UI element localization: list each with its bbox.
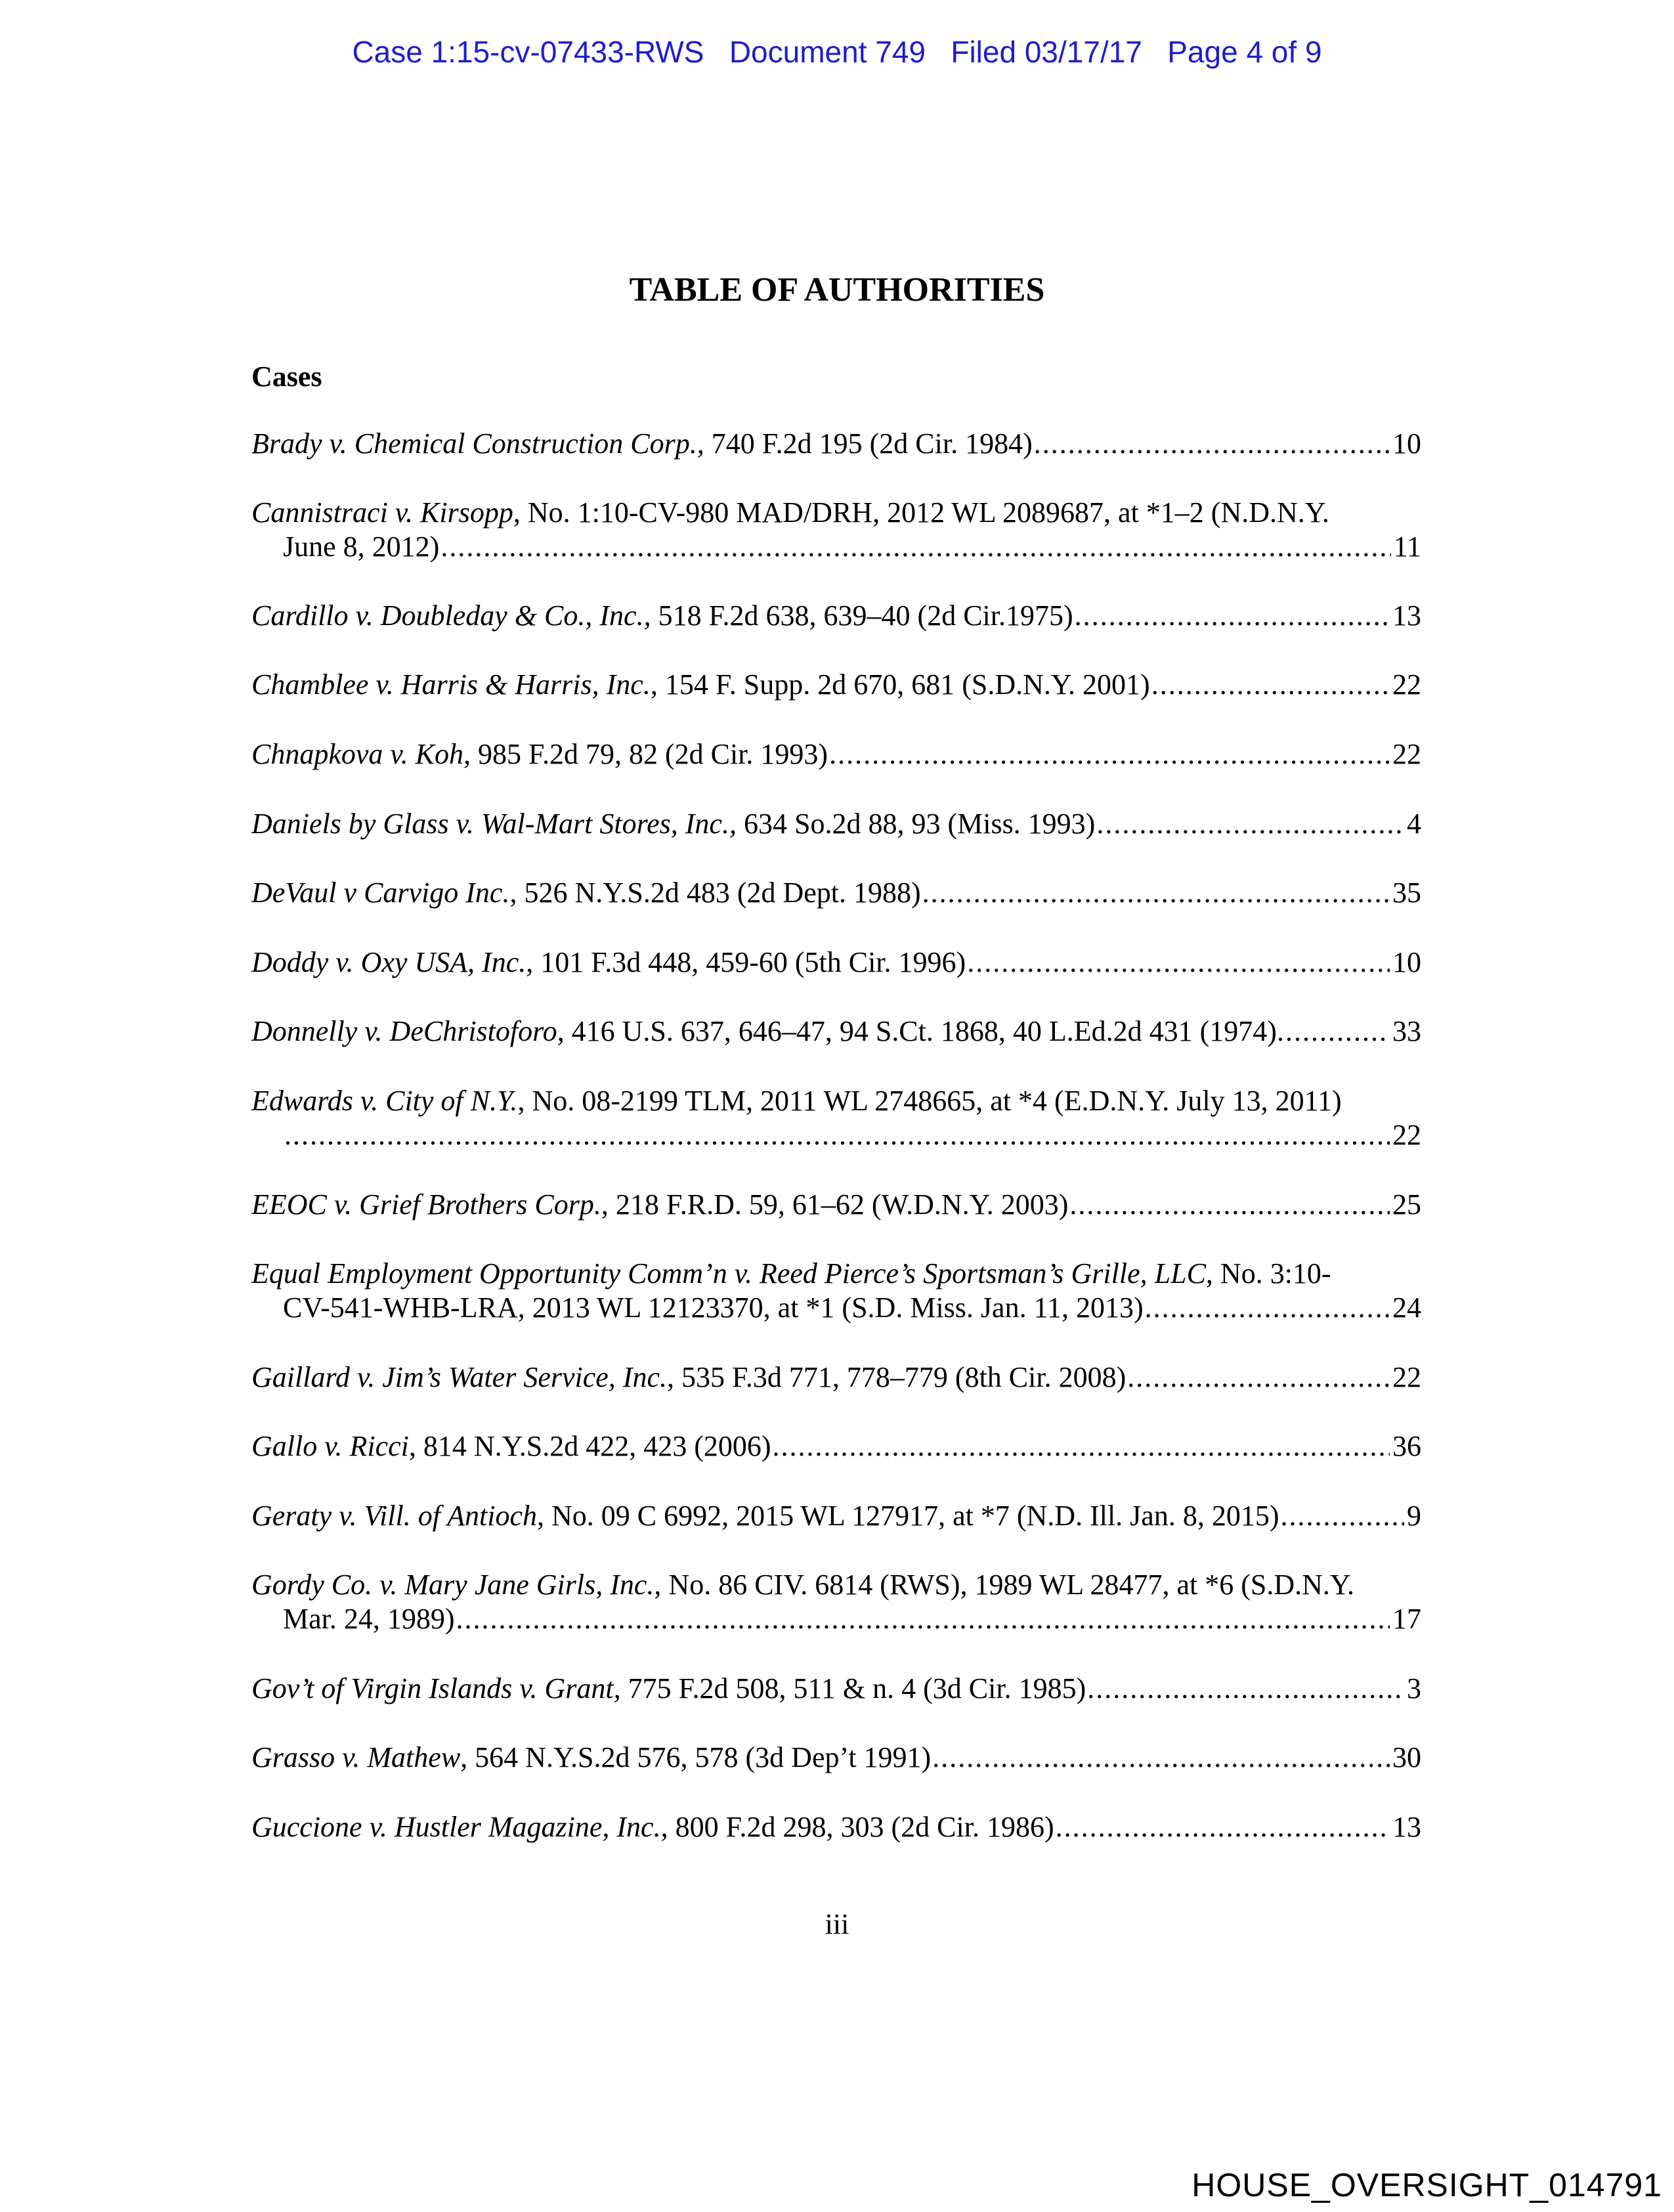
toc-entry-line bbox=[251, 807, 1421, 841]
case-name: Brady v. Chemical Construction Corp., bbox=[251, 427, 704, 460]
page-ref: 25 bbox=[1392, 1188, 1421, 1221]
page-ref: 33 bbox=[1392, 1015, 1421, 1047]
citation: , 526 N.Y.S.2d 483 (2d Dept. 1988) bbox=[509, 877, 921, 909]
page-ref: 9 bbox=[1407, 1500, 1421, 1532]
page-ref: 22 bbox=[1392, 668, 1421, 701]
toc-entry-line bbox=[251, 945, 1421, 980]
citation-continuation: Mar. 24, 1989) bbox=[283, 1603, 455, 1635]
toc-entry bbox=[251, 1014, 1421, 1049]
toc-entry-text bbox=[251, 737, 828, 771]
toc-entry-text bbox=[251, 1429, 771, 1464]
citation: , No. 86 CIV. 6814 (RWS), 1989 WL 28477, at *6 (S.D.N.Y. bbox=[654, 1569, 1355, 1601]
dot-leader bbox=[829, 737, 1390, 771]
page-ref: 30 bbox=[1392, 1741, 1421, 1773]
page-title: TABLE OF AUTHORITIES bbox=[629, 271, 1045, 309]
toc-entry-line bbox=[251, 1499, 1421, 1533]
case-name: Gov’t of Virgin Islands v. Grant, bbox=[251, 1672, 621, 1704]
toc-entry-line bbox=[251, 530, 1421, 564]
toc-entry-text bbox=[251, 807, 1095, 841]
toc-entry-text bbox=[251, 1672, 1086, 1706]
toc-entry bbox=[251, 496, 1421, 564]
toc-entry-text bbox=[251, 876, 921, 910]
page-ref: 22 bbox=[1392, 1361, 1421, 1393]
page-ref: 36 bbox=[1392, 1430, 1421, 1462]
toc-entry bbox=[251, 427, 1421, 461]
page-ref: 22 bbox=[1392, 1119, 1421, 1151]
citation: , No. 1:10-CV-980 MAD/DRH, 2012 WL 2089687, at *1–2 (N.D.N.Y. bbox=[513, 496, 1329, 529]
toc-entry bbox=[251, 1568, 1421, 1636]
toc-entry bbox=[251, 1084, 1421, 1152]
page-ref: 13 bbox=[1392, 599, 1421, 632]
toc-entry bbox=[251, 1741, 1421, 1775]
citation: , 218 F.R.D. 59, 61–62 (W.D.N.Y. 2003) bbox=[601, 1188, 1069, 1221]
toc-entry bbox=[251, 1188, 1421, 1222]
toc-entry-line bbox=[251, 1672, 1421, 1706]
toc-entry-line bbox=[251, 668, 1421, 702]
case-name: DeVaul v Carvigo Inc. bbox=[251, 877, 510, 909]
citation: , 101 F.3d 448, 459-60 (5th Cir. 1996) bbox=[526, 946, 966, 978]
toc-entry-line bbox=[251, 1291, 1421, 1325]
toc-entry bbox=[251, 1810, 1421, 1844]
page-ref: 11 bbox=[1393, 531, 1421, 563]
toc-entry bbox=[251, 1360, 1421, 1395]
case-name: Cardillo v. Doubleday & Co., Inc., bbox=[251, 599, 651, 632]
toc-entry-line bbox=[251, 1568, 1421, 1602]
toc-entry-text bbox=[251, 1568, 1354, 1602]
dot-leader bbox=[440, 530, 1390, 564]
page-ref: 24 bbox=[1392, 1291, 1421, 1324]
dot-leader bbox=[1145, 1291, 1390, 1325]
toc-entry bbox=[251, 1672, 1421, 1706]
toc-entry bbox=[251, 945, 1421, 980]
toc-entry-line bbox=[251, 1118, 1421, 1152]
toc-entry-text bbox=[251, 668, 1150, 702]
toc-entry-text bbox=[251, 1499, 1279, 1533]
case-name: Grasso v. Mathew bbox=[251, 1741, 461, 1773]
dot-leader bbox=[1127, 1360, 1390, 1395]
case-name: EEOC v. Grief Brothers Corp. bbox=[251, 1188, 601, 1221]
toc-entry-line bbox=[251, 1084, 1421, 1118]
citation: , No. 3:10- bbox=[1205, 1257, 1331, 1290]
dot-leader bbox=[1280, 1499, 1404, 1533]
citation: 416 U.S. 637, 646–47, 94 S.Ct. 1868, 40 L.Ed.2d 431 (1974). bbox=[564, 1015, 1284, 1047]
citation: 775 F.2d 508, 511 & n. 4 (3d Cir. 1985) bbox=[620, 1672, 1086, 1704]
citation: , No. 08-2199 TLM, 2011 WL 2748665, at *4 (E.D.N.Y. July 13, 2011) bbox=[517, 1085, 1342, 1117]
toc-entry-text bbox=[251, 599, 1073, 633]
toc-entry-text bbox=[251, 1257, 1331, 1291]
case-name: Gallo v. Ricci bbox=[251, 1430, 409, 1462]
toc-entry-line bbox=[251, 599, 1421, 633]
dot-leader bbox=[932, 1741, 1390, 1775]
toc-entry-line bbox=[251, 876, 1421, 910]
citation: , 814 N.Y.S.2d 422, 423 (2006) bbox=[408, 1430, 771, 1462]
dot-leader bbox=[773, 1429, 1390, 1464]
toc-entry bbox=[251, 737, 1421, 771]
toc-entry bbox=[251, 668, 1421, 702]
page-ref: 22 bbox=[1392, 738, 1421, 770]
dot-leader bbox=[1285, 1014, 1390, 1049]
toc-entry bbox=[251, 1429, 1421, 1464]
citation: , 154 F. Supp. 2d 670, 681 (S.D.N.Y. 2001) bbox=[650, 668, 1150, 701]
case-name: Daniels by Glass v. Wal-Mart Stores, Inc., bbox=[251, 808, 737, 840]
case-name: Doddy v. Oxy USA, Inc. bbox=[251, 946, 526, 978]
toc-entry-text bbox=[251, 496, 1329, 530]
case-name: Equal Employment Opportunity Comm’n v. Reed Pierce’s Sportsman’s Grille, LLC bbox=[251, 1257, 1206, 1290]
case-header: Case 1:15-cv-07433-RWS Document 749 Filed 03/17/17 Page 4 of 9 bbox=[352, 35, 1322, 69]
toc-entry-text bbox=[251, 1014, 1284, 1049]
toc-entry-line bbox=[251, 427, 1421, 461]
dot-leader bbox=[1151, 668, 1390, 702]
case-name: Gaillard v. Jim’s Water Service, Inc. bbox=[251, 1361, 667, 1393]
dot-leader bbox=[922, 876, 1390, 910]
dot-leader bbox=[1069, 1188, 1390, 1222]
page-ref: 4 bbox=[1407, 808, 1421, 840]
page-ref: 10 bbox=[1392, 946, 1421, 978]
case-name: Chamblee v. Harris & Harris, Inc. bbox=[251, 668, 651, 701]
toc-entry bbox=[251, 1499, 1421, 1533]
toc-entry-text bbox=[251, 1084, 1342, 1118]
toc-entry-line bbox=[251, 1810, 1421, 1844]
toc-entry-line bbox=[251, 1257, 1421, 1291]
dot-leader bbox=[967, 945, 1390, 980]
page-ref: 17 bbox=[1392, 1603, 1421, 1635]
toc-entry-line bbox=[251, 1429, 1421, 1464]
citation: , No. 09 C 6992, 2015 WL 127917, at *7 (N.D. Ill. Jan. 8, 2015) bbox=[537, 1500, 1279, 1532]
citation: 740 F.2d 195 (2d Cir. 1984) bbox=[704, 427, 1033, 460]
toc-entry-text bbox=[251, 427, 1033, 461]
dot-leader bbox=[284, 1118, 1390, 1152]
case-name: Chnapkova v. Koh bbox=[251, 738, 464, 770]
citation-continuation: June 8, 2012) bbox=[283, 531, 440, 563]
toc-entry bbox=[251, 807, 1421, 841]
case-name: Guccione v. Hustler Magazine, Inc. bbox=[251, 1811, 661, 1843]
toc-entry-line bbox=[251, 737, 1421, 771]
case-name: Edwards v. City of N.Y. bbox=[251, 1085, 518, 1117]
citation: 634 So.2d 88, 93 (Miss. 1993) bbox=[736, 808, 1096, 840]
page-ref: 13 bbox=[1392, 1811, 1421, 1843]
section-heading: Cases bbox=[251, 360, 322, 393]
case-name: Geraty v. Vill. of Antioch bbox=[251, 1500, 538, 1532]
toc-entry-text bbox=[251, 1741, 931, 1775]
dot-leader bbox=[456, 1602, 1390, 1636]
toc-entry bbox=[251, 876, 1421, 910]
toc-entry-text bbox=[251, 1188, 1068, 1222]
toc-entry-text bbox=[251, 945, 966, 980]
page-ref: 10 bbox=[1392, 427, 1421, 460]
citation: , 800 F.2d 298, 303 (2d Cir. 1986) bbox=[660, 1811, 1054, 1843]
case-name: Gordy Co. v. Mary Jane Girls, Inc. bbox=[251, 1569, 655, 1601]
case-name: Cannistraci v. Kirsopp bbox=[251, 496, 513, 529]
toc-entry-line bbox=[251, 1360, 1421, 1395]
page-ref: 3 bbox=[1407, 1672, 1421, 1704]
page-ref: 35 bbox=[1392, 877, 1421, 909]
dot-leader bbox=[1075, 599, 1390, 633]
toc-entry bbox=[251, 1257, 1421, 1325]
citation: 518 F.2d 638, 639–40 (2d Cir.1975) bbox=[651, 599, 1073, 632]
dot-leader bbox=[1056, 1810, 1390, 1844]
toc-entry-line bbox=[251, 1014, 1421, 1049]
dot-leader bbox=[1034, 427, 1390, 461]
case-name: Donnelly v. DeChristoforo, bbox=[251, 1015, 565, 1047]
toc-entry-line bbox=[251, 1741, 1421, 1775]
bates-number: HOUSE_OVERSIGHT_014791 bbox=[1191, 2167, 1662, 2203]
citation-continuation: CV-541-WHB-LRA, 2013 WL 12123370, at *1 (S.D. Miss. Jan. 11, 2013) bbox=[283, 1291, 1144, 1324]
dot-leader bbox=[1096, 807, 1404, 841]
citation: , 985 F.2d 79, 82 (2d Cir. 1993) bbox=[463, 738, 828, 770]
page-number: iii bbox=[825, 1908, 849, 1940]
toc-entry-text bbox=[251, 1360, 1126, 1395]
toc-entry bbox=[251, 599, 1421, 633]
toc-entry-line bbox=[251, 1188, 1421, 1222]
toc-entry-text bbox=[251, 1810, 1054, 1844]
citation: , 564 N.Y.S.2d 576, 578 (3d Dep’t 1991) bbox=[460, 1741, 932, 1773]
dot-leader bbox=[1087, 1672, 1404, 1706]
citation: , 535 F.3d 771, 778–779 (8th Cir. 2008) bbox=[666, 1361, 1127, 1393]
toc-entry-line bbox=[251, 496, 1421, 530]
toc-entry-line bbox=[251, 1602, 1421, 1636]
